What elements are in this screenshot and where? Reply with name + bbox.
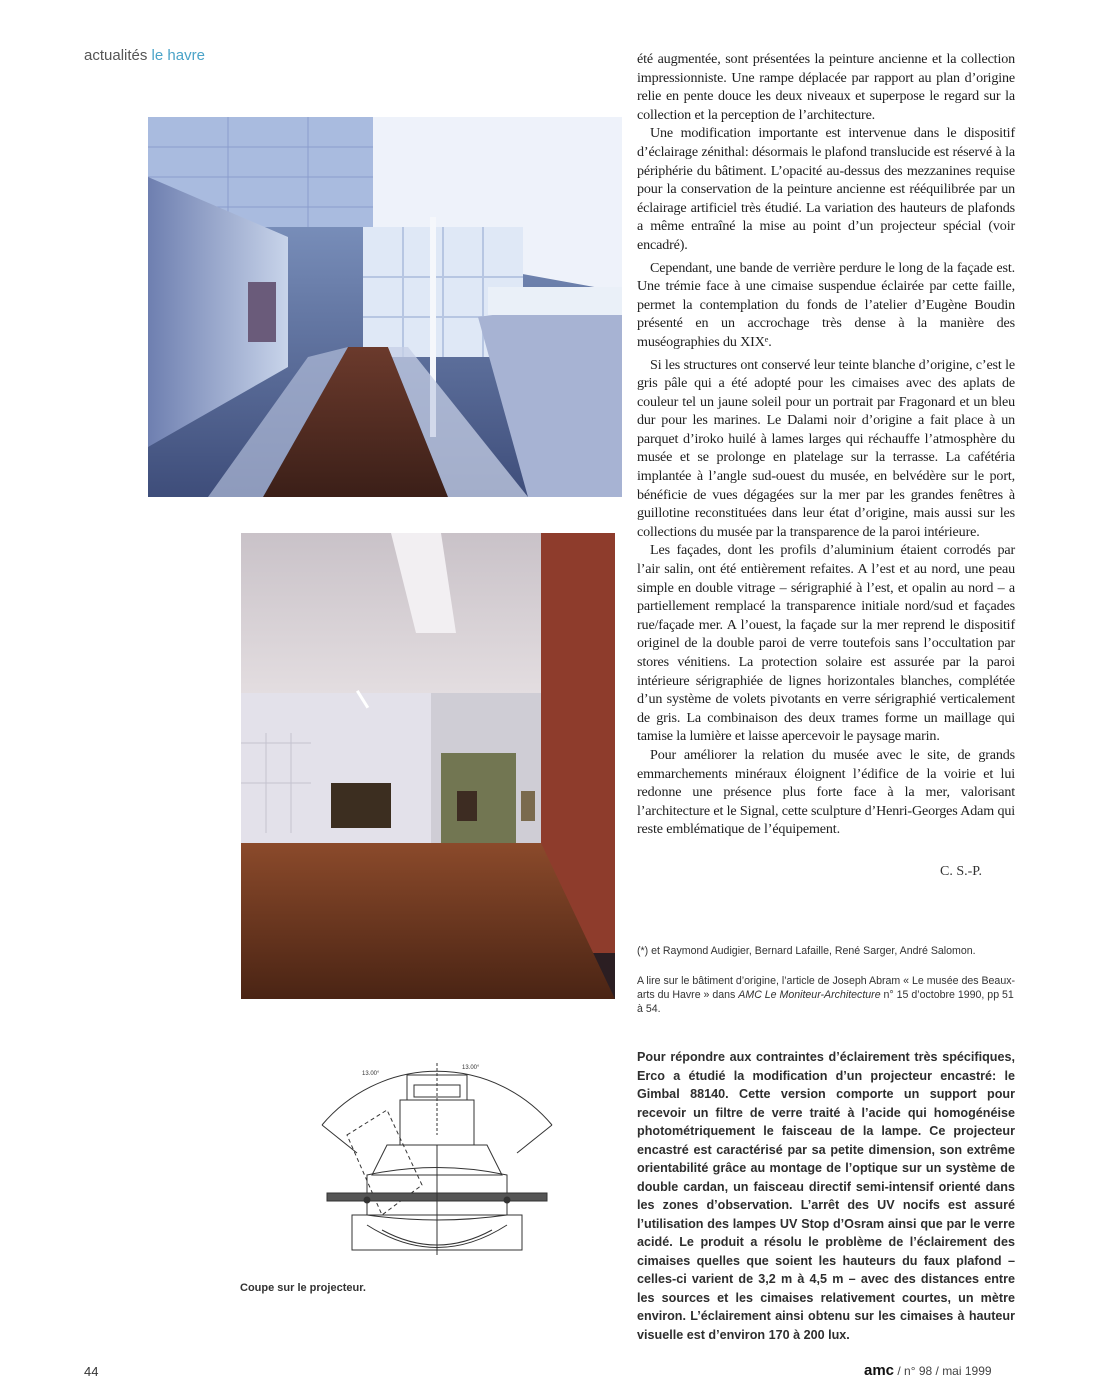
figure-caption: Coupe sur le projecteur. [240, 1282, 366, 1294]
atrium-ramp-photo [148, 117, 622, 497]
location-label: le havre [151, 47, 205, 64]
article-paragraph: Pour améliorer la relation du musée avec le site, de grands emmarchements minéraux éloignent l’édifice de la voirie et lui redonne une présence plus forte face à la mer, valorisant l’architecture et le Signal, cette sculpture d’Henri-Georges Adam qui reste emblématique de l’équipement. [637, 746, 1015, 838]
angle-right-label: 13.00° [462, 1065, 480, 1071]
reading-note-prefix: A lire sur le bâtiment d’origine, l’article de Joseph Abram « Le musée des Beaux-arts du Havre » dans [637, 975, 1016, 1001]
article-paragraph: Les façades, dont les profils d’aluminium étaient corrodés par l’air salin, ont été entièrement refaites. A l’est et au nord, une peau simple en double vitrage – sérigraphié à l’est, et opalin au nord – a partiellement remplacé la transparence initiale nord/sud et façades rue/façade mer. A l’ouest, la façade sur la mer reprend le dispositif originel de la double paroi de verre toutefois sans l’occultation par stores vénitiens. La protection solaire est assurée par la paroi intérieure sérigraphiée de lignes horizontales blanches, complétée d’un système de volets pivotants en verre sérigraphié verticalement de gris. La combinaison des deux trames forme un maillage qui tamise la lumière et laisse apercevoir le paysage marin. [637, 542, 1015, 745]
author-signature: C. S.-P. [940, 864, 983, 879]
article-body [637, 50, 1015, 839]
article-paragraph: Une modification importante est intervenue dans le dispositif d’éclairage zénithal: désormais le plafond translucide est réservé à la périphérie du bâtiment. L’opacité au-dessus des mezzanines requise pour la conservation de la peinture ancienne est rééquilibrée par un éclairage artificiel très étudié. La variation des hauteurs de plafonds a même entraîné la mise au point d’un projecteur spécial (voir encadré). [637, 125, 1015, 253]
gallery-interior-photo [241, 533, 615, 999]
projector-section-drawing [312, 1055, 562, 1275]
credits-note: (*) et Raymond Audigier, Bernard Lafaille, René Sarger, André Salomon. [637, 945, 976, 957]
angle-left-label: 13.00° [362, 1071, 380, 1077]
article-paragraph: Cependant, une bande de verrière perdure le long de la façade est. Une trémie face à une cimaise suspendue éclairée par cette faille, permet la contemplation du fonds de l’atelier d’Eugène Boudin présenté en un accrochage très dense à la manière des muséographies du XIXᵉ. [637, 259, 1015, 350]
reading-note-suffix: n° 15 d’octobre 1990, pp 51 à 54. [637, 989, 1014, 1015]
section-label: actualités [84, 47, 148, 64]
article-paragraph: été augmentée, sont présentées la peinture ancienne et la collection impressionniste. Une rampe déplacée par rapport au plan d’origine relie en pente douce les deux niveaux et superpose le regard sur la collection et la perception de l’architecture. [637, 51, 1015, 123]
journal-issue: / n° 98 / mai 1999 [894, 1364, 992, 1378]
reading-note [637, 974, 1017, 1016]
page-number: 44 [84, 1364, 99, 1379]
article-paragraph: Si les structures ont conservé leur teinte blanche d’origine, c’est le gris pâle qui a été adopté pour les cimaises avec des aplats de couleur tel un jaune soleil pour un portrait par Fragonard et un bleu dur pour les marines. Le Dalami noir d’origine a fait place à un parquet d’iroko huilé à lames larges qui réchauffe l’atmosphère du musée et se prolonge en platelage sur la terrasse. La cafétéria implantée à l’angle sud-ouest du musée, en belvédère sur le port, bénéficie de vues dégagées sur la mer par les grandes fenêtres à guillotine reconstituées dans leur état d’origine, mais aussi sur les collections du musée par la transparence de la paroi intérieure. [637, 356, 1015, 540]
reading-note-journal: AMC Le Moniteur-Architecture [738, 989, 881, 1001]
journal-brand: amc [864, 1362, 895, 1379]
journal-reference [864, 1362, 992, 1379]
projector-sidebar-text: Pour répondre aux contraintes d’éclairement très spécifiques, Erco a étudié la modification d’un projecteur encastré: le Gimbal 88140. Cette version comporte un support pour recevoir un filtre de verre traité à l’acide qui homogénéise photométriquement le faisceau de la lampe. Ce projecteur encastré est caractérisé par sa petite dimension, son extrême orientabilité grâce au montage de l’optique sur un système de double cardan, un faisceau directif semi-intensif orienté dans les zones d’observation. L’arrêt des UV nocifs est assuré l’utilisation des lampes UV Stop d’Osram ainsi que par le verre acidé. Le produit a résolu le problème de l’éclairement des cimaises quelles que soient les hauteurs du faux plafond – celles-ci varient de 3,2 m à 4,5 m – avec des distances entre les sources et les cimaises relativement courtes, un mètre environ. L’éclairement ainsi obtenu sur les cimaises à hauteur visuelle est d’environ 170 à 200 lux. [637, 1050, 1015, 1342]
section-header [84, 47, 205, 64]
